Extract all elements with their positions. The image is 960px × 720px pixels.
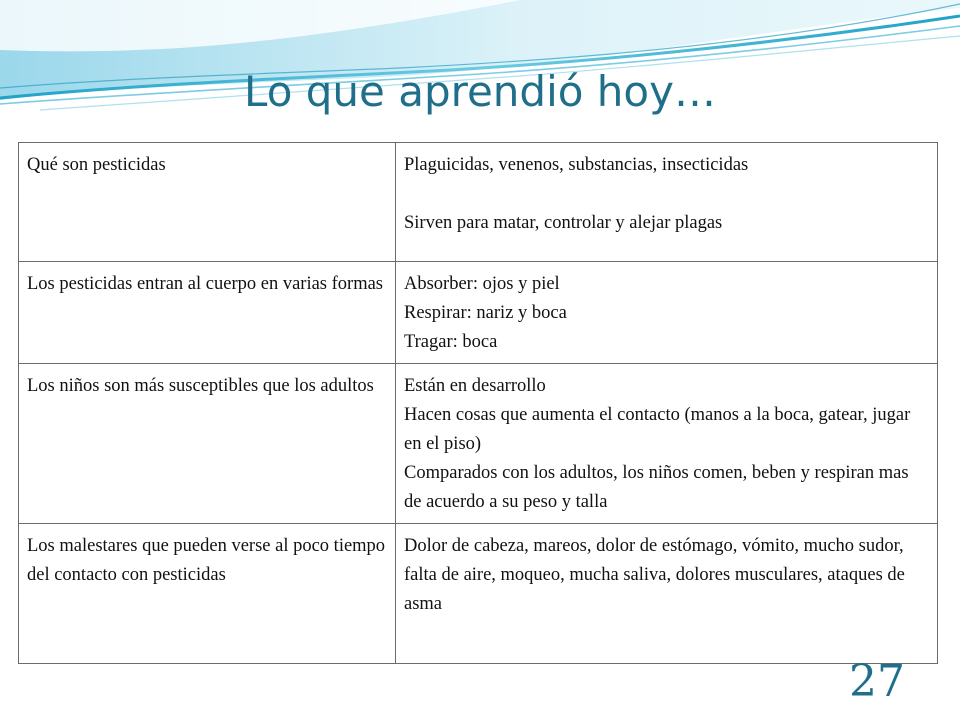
topic-text: Los niños son más susceptibles que los adultos	[27, 376, 374, 396]
detail-line: Respirar: nariz y boca	[404, 303, 567, 323]
details-cell	[396, 143, 938, 262]
topic-cell	[19, 262, 396, 364]
detail-line: Absorber: ojos y piel	[404, 274, 560, 294]
details-cell	[396, 262, 938, 364]
details-cell	[396, 364, 938, 524]
topic-text: Los pesticidas entran al cuerpo en varias formas	[27, 274, 383, 294]
detail-line: Plaguicidas, venenos, substancias, insecticidas	[404, 155, 749, 175]
topic-cell	[19, 524, 396, 664]
topic-text: Los malestares que pueden verse al poco tiempo del contacto con pesticidas	[27, 536, 386, 585]
detail-line: Sirven para matar, controlar y alejar plagas	[404, 213, 723, 233]
content-table	[18, 142, 938, 664]
slide-title: Lo que aprendió hoy…	[244, 67, 716, 116]
detail-line: Comparados con los adultos, los niños comen, beben y respiran mas de acuerdo a su peso y talla	[404, 463, 909, 512]
page-number: 27	[849, 656, 905, 707]
table-row	[19, 524, 938, 664]
table-row	[19, 143, 938, 262]
detail-line: Dolor de cabeza, mareos, dolor de estómago, vómito, mucho sudor, falta de aire, moqueo, mucha saliva, dolores musculares, ataques de asma	[404, 536, 905, 614]
detail-spacer	[404, 180, 929, 209]
details-cell	[396, 524, 938, 664]
table-row	[19, 262, 938, 364]
detail-line: Hacen cosas que aumenta el contacto (manos a la boca, gatear, jugar en el piso)	[404, 405, 911, 454]
topic-text: Qué son pesticidas	[27, 155, 166, 175]
topic-cell	[19, 364, 396, 524]
detail-line: Tragar: boca	[404, 332, 498, 352]
topic-cell	[19, 143, 396, 262]
detail-line: Están en desarrollo	[404, 376, 546, 396]
table-row	[19, 364, 938, 524]
